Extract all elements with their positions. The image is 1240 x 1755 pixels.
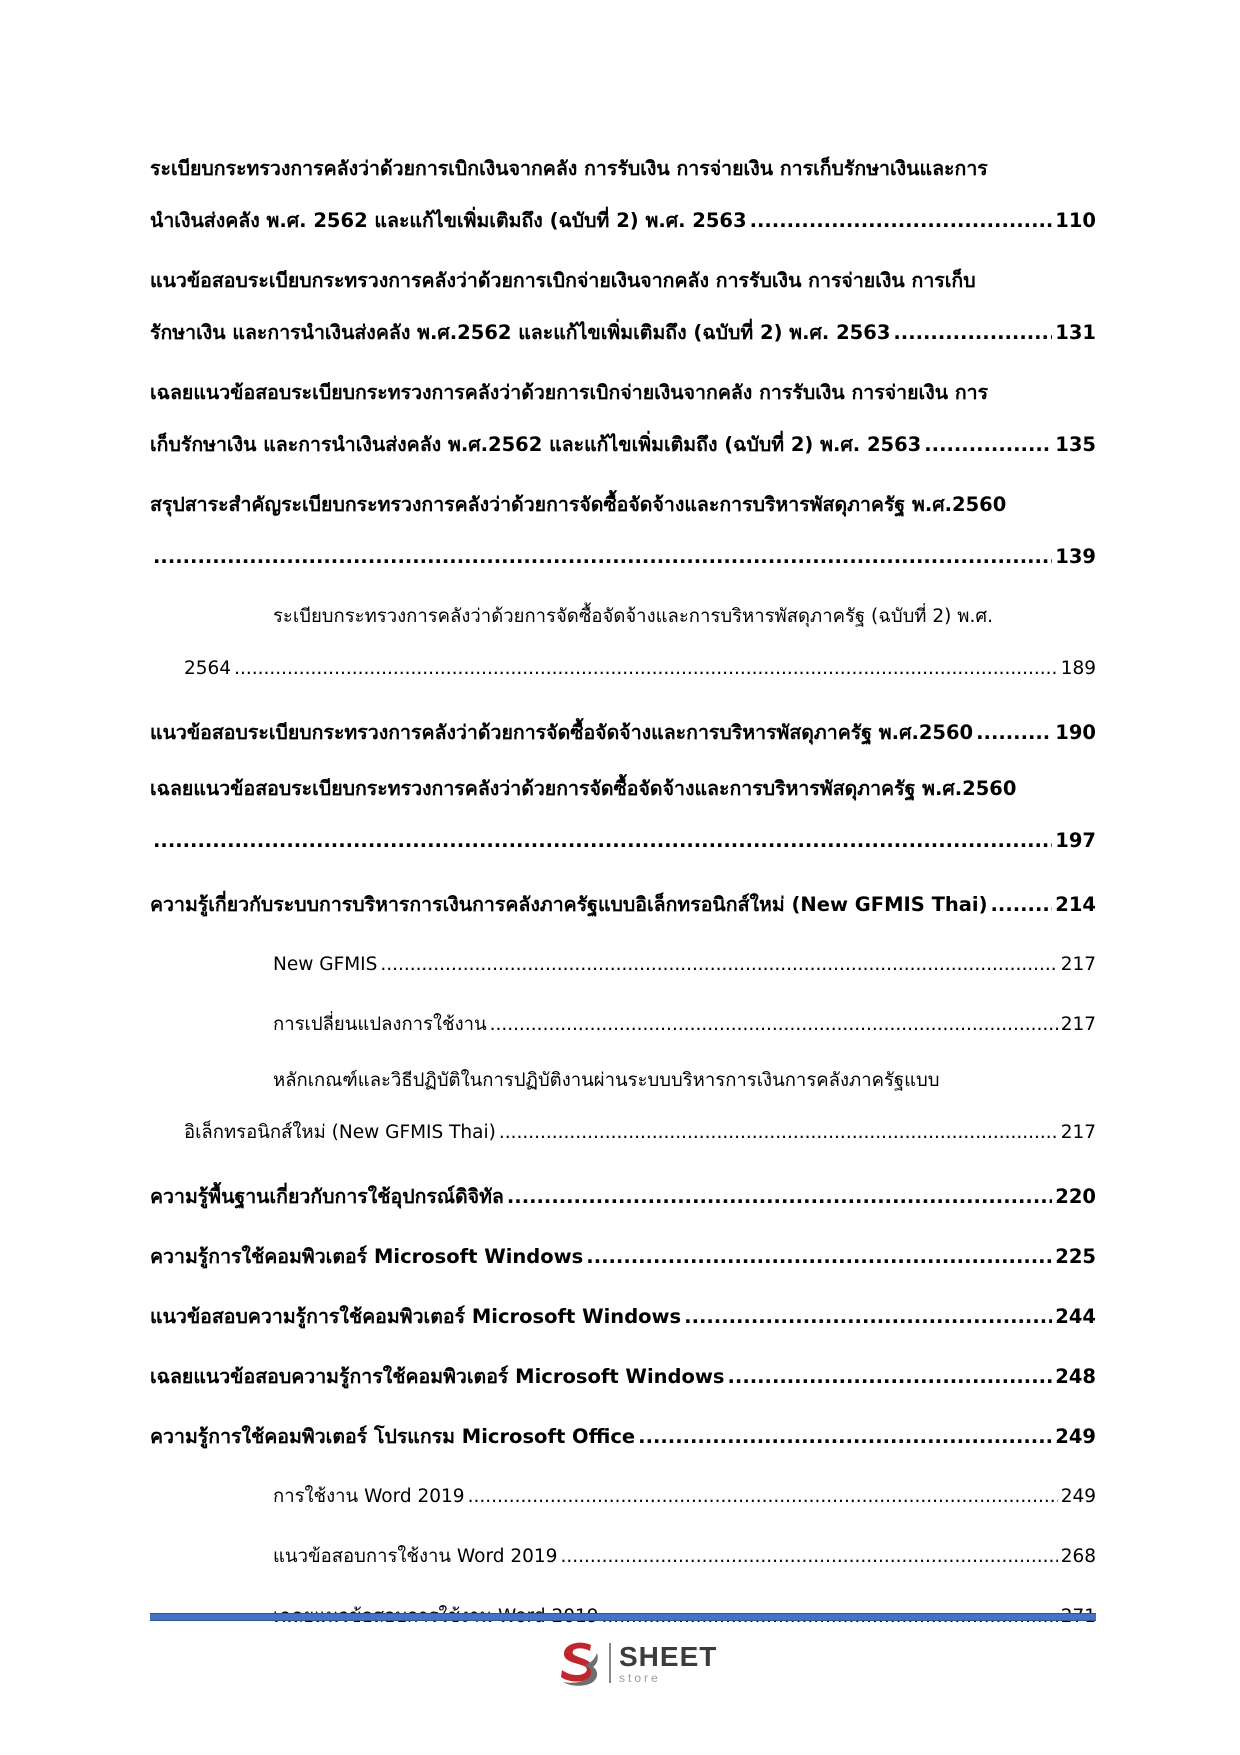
logo-separator — [609, 1643, 611, 1683]
toc-entry[interactable] — [150, 1347, 1096, 1407]
toc-entry-text: New GFMIS — [273, 954, 378, 975]
toc-entry-text-cont: รักษาเงิน และการนำเงินส่งคลัง พ.ศ.2562 และแก้ไขเพิ่มเติมถึง (ฉบับที่ 2) พ.ศ. 2563 — [150, 321, 891, 344]
toc-entry[interactable] — [150, 1467, 1096, 1527]
toc-entry-text: เฉลยแนวข้อสอบความรู้การใช้คอมพิวเตอร์ Microsoft Windows — [150, 1365, 725, 1388]
sheet-store-logo-icon — [553, 1637, 605, 1689]
toc-entry[interactable] — [150, 1055, 1096, 1159]
toc-page-number: 189 — [1060, 658, 1096, 679]
dot-leader — [750, 195, 1053, 247]
dot-leader — [468, 1467, 1058, 1527]
dot-leader — [893, 307, 1052, 359]
dot-leader — [490, 995, 1058, 1055]
toc-entry[interactable] — [150, 1227, 1096, 1287]
dot-leader — [234, 643, 1058, 695]
dot-leader — [153, 815, 1052, 867]
toc-page-number: 248 — [1055, 1365, 1096, 1388]
toc-entry[interactable] — [150, 1527, 1096, 1587]
toc-entry-text: ความรู้เกี่ยวกับระบบการบริหารการเงินการคลังภาครัฐแบบอิเล็กทรอนิกส์ใหม่ (New GFMIS Thai) — [150, 893, 988, 916]
toc-entry-text: ความรู้การใช้คอมพิวเตอร์ โปรแกรม Microsoft Office — [150, 1425, 636, 1448]
toc-entry[interactable] — [150, 1167, 1096, 1227]
toc-entry[interactable] — [150, 591, 1096, 695]
footer-divider — [150, 1613, 1096, 1621]
dot-leader — [507, 1167, 1052, 1227]
toc-entry[interactable] — [150, 255, 1096, 359]
toc-entry-text-cont: เก็บรักษาเงิน และการนำเงินส่งคลัง พ.ศ.2562 และแก้ไขเพิ่มเติมถึง (ฉบับที่ 2) พ.ศ. 2563 — [150, 433, 922, 456]
toc-entry-text: การใช้งาน Word 2019 — [273, 1486, 465, 1507]
toc-entry-text-cont: 2564 — [184, 658, 232, 679]
toc-entry[interactable] — [150, 143, 1096, 247]
toc-page-number: 217 — [1060, 1122, 1096, 1143]
toc-entry[interactable] — [150, 479, 1096, 583]
toc-page-number: 135 — [1055, 433, 1096, 456]
toc-entry[interactable] — [150, 995, 1096, 1055]
toc-entry[interactable] — [150, 367, 1096, 471]
toc-page-number: 190 — [1055, 721, 1096, 744]
dot-leader — [560, 1527, 1057, 1587]
toc-entry-text: แนวข้อสอบระเบียบกระทรวงการคลังว่าด้วยการจัดซื้อจัดจ้างและการบริหารพัสดุภาครัฐ พ.ศ.2560 — [150, 721, 974, 744]
dot-leader — [728, 1347, 1053, 1407]
toc-entry[interactable] — [150, 935, 1096, 995]
toc-entry[interactable] — [150, 875, 1096, 935]
toc-entry-text: เฉลยแนวข้อสอบระเบียบกระทรวงการคลังว่าด้วยการจัดซื้อจัดจ้างและการบริหารพัสดุภาครัฐ พ.ศ.2560 — [150, 777, 1017, 800]
dot-leader — [684, 1287, 1052, 1347]
toc-page-number: 244 — [1055, 1305, 1096, 1328]
dot-leader — [924, 419, 1052, 471]
toc-entry-text-cont: อิเล็กทรอนิกส์ใหม่ (New GFMIS Thai) — [184, 1122, 496, 1143]
toc-page-number: 249 — [1055, 1425, 1096, 1448]
toc-entry[interactable] — [150, 1407, 1096, 1467]
dot-leader — [586, 1227, 1052, 1287]
toc-page-number: 131 — [1055, 321, 1096, 344]
toc-entry-text: ระเบียบกระทรวงการคลังว่าด้วยการเบิกเงินจากคลัง การรับเงิน การจ่ายเงิน การเก็บรักษาเงินและการ — [150, 157, 988, 180]
toc-entry-text: ระเบียบกระทรวงการคลังว่าด้วยการจัดซื้อจัดจ้างและการบริหารพัสดุภาครัฐ (ฉบับที่ 2) พ.ศ. — [273, 606, 993, 627]
toc-entry-text: การเปลี่ยนแปลงการใช้งาน — [273, 1014, 487, 1035]
toc-page-number: 217 — [1060, 1014, 1096, 1035]
toc-page-number: 225 — [1055, 1245, 1096, 1268]
toc-page-number: 110 — [1055, 209, 1096, 232]
logo-subtext: store — [619, 1670, 661, 1685]
dot-leader — [153, 531, 1052, 583]
toc-entry-text: เฉลยแนวข้อสอบระเบียบกระทรวงการคลังว่าด้วยการเบิกจ่ายเงินจากคลัง การรับเงิน การจ่ายเงิน การ — [150, 381, 989, 404]
dot-leader — [638, 1407, 1052, 1467]
toc-page-number: 197 — [1055, 829, 1096, 852]
toc-entry-text: แนวข้อสอบการใช้งาน Word 2019 — [273, 1546, 558, 1567]
toc-page-number: 220 — [1055, 1185, 1096, 1208]
toc-page-number: 139 — [1055, 545, 1096, 568]
toc-entry-text-cont: นำเงินส่งคลัง พ.ศ. 2562 และแก้ไขเพิ่มเติมถึง (ฉบับที่ 2) พ.ศ. 2563 — [150, 209, 747, 232]
toc-page-number: 268 — [1060, 1546, 1096, 1567]
dot-leader — [499, 1107, 1058, 1159]
logo-wordmark: SHEET — [619, 1640, 718, 1672]
dot-leader — [991, 875, 1053, 935]
toc-page-number: 217 — [1060, 954, 1096, 975]
toc-entry-text: หลักเกณฑ์และวิธีปฏิบัติในการปฏิบัติงานผ่านระบบบริหารการเงินการคลังภาครัฐแบบ — [273, 1070, 940, 1091]
toc-page-number: 214 — [1055, 893, 1096, 916]
toc-entry-text: แนวข้อสอบความรู้การใช้คอมพิวเตอร์ Microsoft Windows — [150, 1305, 682, 1328]
sheet-store-logo — [553, 1633, 717, 1693]
toc-entry[interactable] — [150, 703, 1096, 763]
toc-page-number: 249 — [1060, 1486, 1096, 1507]
toc-entry-text: ความรู้พื้นฐานเกี่ยวกับการใช้อุปกรณ์ดิจิทัล — [150, 1185, 504, 1208]
dot-leader — [380, 935, 1057, 995]
table-of-contents — [150, 143, 1096, 1647]
toc-entry-text: แนวข้อสอบระเบียบกระทรวงการคลังว่าด้วยการเบิกจ่ายเงินจากคลัง การรับเงิน การจ่ายเงิน การเก็บ — [150, 269, 976, 292]
toc-entry-text: ความรู้การใช้คอมพิวเตอร์ Microsoft Windows — [150, 1245, 584, 1268]
toc-entry-text: สรุปสาระสำคัญระเบียบกระทรวงการคลังว่าด้วยการจัดซื้อจัดจ้างและการบริหารพัสดุภาครัฐ พ.ศ.2560 — [150, 493, 1007, 516]
dot-leader — [976, 703, 1052, 763]
toc-entry[interactable] — [150, 763, 1096, 867]
toc-entry[interactable] — [150, 1287, 1096, 1347]
